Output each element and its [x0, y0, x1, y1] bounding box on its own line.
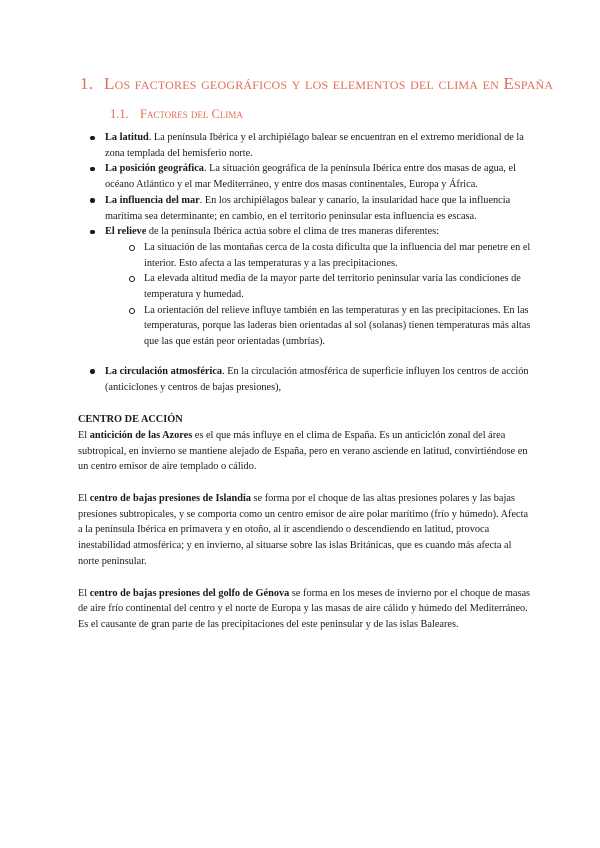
paragraph-lead: El [78, 429, 90, 441]
list-item-term: La latitud [105, 132, 149, 143]
heading-1-number: 1. [80, 74, 94, 93]
section-title: CENTRO DE ACCIÓN [78, 414, 183, 426]
heading-2 [110, 107, 243, 122]
list-item-text: . En la circulación atmosférica de superficie influyen los centros de acción (anticiclones y centros de bajas presiones), [105, 365, 529, 393]
list-item-term: El relieve [105, 226, 147, 238]
list-item-term: La posición geográfica [105, 163, 204, 175]
list-item [78, 130, 532, 161]
heading-1 [80, 74, 553, 94]
heading-1-text: Los factores geográficos y los elementos del clima en España [104, 74, 554, 93]
paragraph-term: anticición de las Azores [89, 429, 193, 441]
list-item [78, 224, 532, 350]
paragraph-text: se forma por el choque de las altas presiones polares y las bajas presiones subtropicales, y se comporta como un centro emisor de aire polar marítimo (frío y húmedo). Afecta a la península Ibérica en primavera y en otoño, al ir ascendiendo o descendiendo en latitud, provoca inestabilidad atmosférica; y en invierno, al situarse sobre las islas Británicas, que es cuando más afecta al norte peninsular. [78, 493, 529, 567]
paragraph-lead: El [78, 587, 90, 599]
paragraph-azores [78, 428, 532, 475]
document-body [78, 130, 532, 633]
paragraph-term: centro de bajas presiones de Islandia [89, 493, 251, 505]
paragraph-term: centro de bajas presiones del golfo de Génova [89, 587, 290, 599]
list-item-term: La influencia del mar [105, 194, 200, 206]
paragraph-islandia [78, 491, 532, 570]
paragraph-text: es el que más influye en el clima de España. Es un anticiclón zonal del área subtropical, en invierno se mantiene alejado de España, pero en verano asciende en latitud, convirtiéndose en un centro emisor de aire templado o cálido. [78, 429, 528, 473]
sublist-item: La situación de las montañas cerca de la costa dificulta que la influencia del mar penetre en el interior. Esto afecta a las temperaturas y a las precipitaciones. [105, 240, 532, 271]
list-item-text: . En los archipiélagos balear y canario, la insularidad hace que la influencia marítima sea determinante; en cambio, en el territorio peninsular esta influencia es escasa. [105, 194, 511, 222]
list-item-text: . La península Ibérica y el archipiélago balear se encuentran en el extremo meridional de la zona templada del hemisferio norte. [105, 132, 524, 159]
list-item-term: La circulación atmosférica [105, 365, 223, 377]
factor-list [78, 130, 532, 395]
paragraph-genova [78, 586, 532, 633]
list-item [78, 364, 532, 395]
sublist-item: La elevada altitud media de la mayor parte del territorio peninsular varía las condiciones de temperatura y humedad. [105, 271, 532, 302]
list-item-text: . La situación geográfica de la península Ibérica entre dos masas de agua, el océano Atlántico y el mar Mediterráneo, y entre dos masas continentales, Europa y África. [105, 163, 516, 191]
paragraph-text: se forma en los meses de invierno por el choque de masas de aire frío continental del centro y el norte de Europa y las masas de aire cálido y húmedo del Mediterráneo. Es el causante de gran parte de las precipitaciones del este peninsular y de las islas Baleares. [78, 587, 531, 630]
list-item [78, 193, 532, 224]
list-item [78, 161, 532, 192]
heading-2-number: 1.1. [110, 107, 129, 121]
list-item-text: de la península Ibérica actúa sobre el clima de tres maneras diferentes: [146, 226, 440, 238]
heading-2-text: Factores del Clima [140, 107, 243, 121]
paragraph-lead: El [78, 493, 90, 505]
sublist-item: La orientación del relieve influye también en las temperaturas y en las precipitaciones. En las temperaturas, porque las laderas bien orientadas al sol (solanas) tienen temperaturas más altas que las que están peor orientadas (umbrías). [105, 303, 532, 350]
relief-sublist [105, 240, 532, 350]
